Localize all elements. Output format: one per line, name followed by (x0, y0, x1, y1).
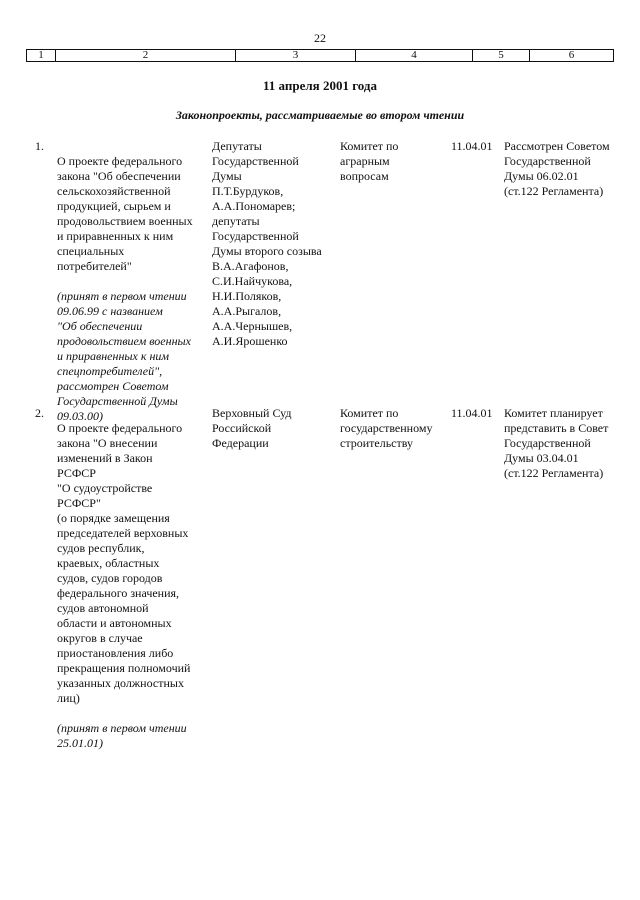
column-number-5: 5 (473, 50, 530, 61)
section-title: Законопроекты, рассматриваемые во втором чтении (175, 108, 465, 122)
column-number-1: 1 (27, 50, 56, 61)
column-number-header (26, 49, 614, 62)
bill-date: 11.04.01 (451, 406, 493, 420)
bill-reading-note: (принят в первом чтении 09.06.99 с названием "Об обеспечении продовольствием военных и приравненных к ним спецпотребителей", рассмотрен Советом Государственной Думы 09.03.00) (57, 289, 191, 423)
bill-status: Рассмотрен Советом Государственной Думы 06.02.01 (ст.122 Регламента) (504, 139, 610, 198)
bill-title-cell (57, 139, 207, 439)
bill-number: 1. (35, 139, 44, 153)
session-date: 11 апреля 2001 года (263, 78, 377, 93)
bill-committee: Комитет по аграрным вопросам (340, 139, 399, 183)
bill-date: 11.04.01 (451, 139, 493, 153)
column-number-2: 2 (56, 50, 236, 61)
column-number-6: 6 (568, 49, 575, 61)
column-number-3: 3 (236, 50, 356, 61)
column-number-4: 4 (356, 50, 473, 61)
bill-author: Депутаты Государственной Думы П.Т.Бурдуков, А.А.Пономарев; депутаты Государственной Думы второго созыва В.А.Агафонов, С.И.Найчукова, Н.И.Поляков, А.А.Рыгалов, А.А.Чернышев, А.И.Ярошенко (212, 139, 322, 348)
bill-reading-note: (принят в первом чтении 25.01.01) (57, 721, 187, 750)
bill-title: О проекте федерального закона "О внесении изменений в Закон РСФСР "О судоустройстве РСФСР" (о порядке замещения председателей верховных судов республик, краевых, областных судов, судов городов федерального значения, судов автономной области и автономных округов в случае приостановления либо прекращения полномочий указанных должностных лиц) (57, 421, 191, 705)
bill-number: 2. (35, 406, 44, 420)
page-number: 22 (314, 31, 326, 45)
bill-title-cell (57, 406, 207, 766)
bill-title: О проекте федерального закона "Об обеспечении сельскохозяйственной продукцией, сырьем и продовольствием военных и приравненных к ним специальных потребителей" (57, 154, 193, 273)
bill-committee: Комитет по государственному строительству (340, 406, 433, 450)
bill-status: Комитет планирует представить в Совет Государственной Думы 03.04.01 (ст.122 Регламента) (504, 406, 609, 480)
bill-author: Верховный Суд Российской Федерации (212, 406, 292, 450)
